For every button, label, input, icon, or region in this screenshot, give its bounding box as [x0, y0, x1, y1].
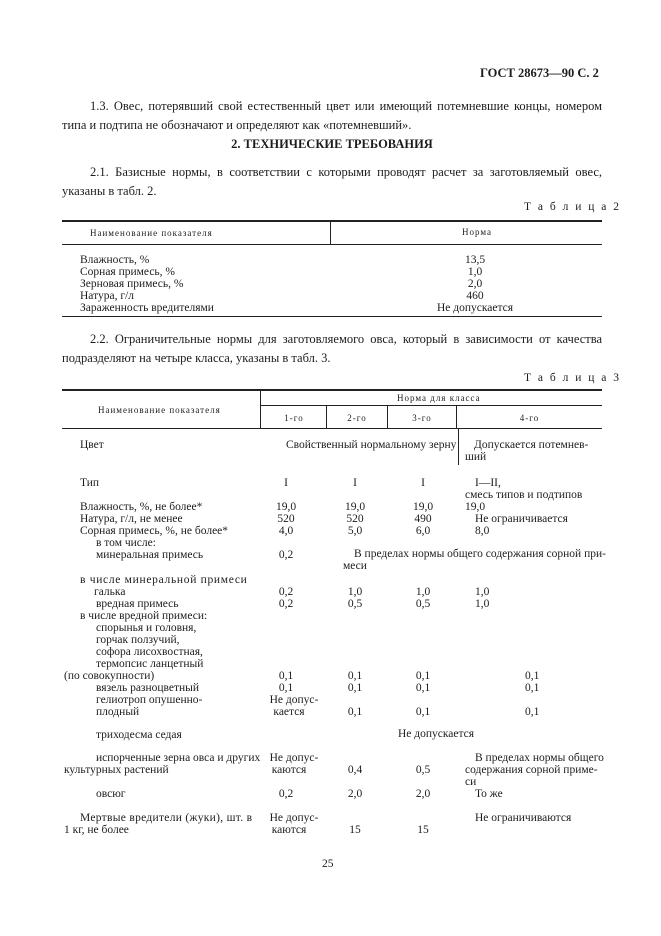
t3-natura-1: 520 — [277, 513, 295, 525]
table2-col-name-header: Наименование показателя — [90, 228, 213, 238]
table2-top-rule — [62, 220, 602, 222]
t3-vyazel-2: 0,1 — [347, 682, 363, 694]
t3-moist-3: 19,0 — [412, 501, 434, 513]
table3-caption: Т а б л и ц а 3 — [524, 372, 622, 384]
table2-row-name: Зараженность вредителями — [80, 302, 214, 314]
t3-vyazel-1: 0,1 — [278, 682, 294, 694]
t3-harmful-1: 0,2 — [278, 598, 294, 610]
t3-spoiled-4a: В пределах нормы общего — [475, 752, 604, 764]
t3-spoiled-a: испорченные зерна овса и других — [96, 752, 261, 764]
t3-moist-2: 19,0 — [344, 501, 366, 513]
table3-top-rule — [62, 389, 602, 391]
t3-type: Тип — [80, 477, 100, 489]
t3-pebble-4: 1,0 — [475, 586, 490, 598]
table2-row-name: Натура, г/л — [80, 290, 134, 302]
t3-h-a: спорынья и головня, — [96, 622, 197, 634]
t3-in-harmful: в числе вредной примеси: — [80, 610, 208, 622]
t3-moist-4: 19,0 — [465, 501, 486, 513]
table3-class-4-header: 4-го — [519, 413, 540, 423]
t3-ovsyug-3: 2,0 — [415, 788, 431, 800]
t3-harmful: вредная примесь — [96, 598, 179, 610]
t3-tricho-all: Не допускается — [398, 728, 475, 740]
table2-bottom-rule — [62, 316, 602, 317]
t3-color: Цвет — [80, 439, 104, 451]
table2-row-value: 1,0 — [467, 266, 483, 278]
t3-spoiled-b: культурных растений — [64, 764, 169, 776]
t3-h-b: горчак ползучий, — [96, 634, 180, 646]
table2-row-name: Сорная примесь, % — [80, 266, 175, 278]
t3-h-d: термопсис ланцетный — [96, 658, 204, 670]
table2-row-name: Влажность, % — [80, 254, 150, 266]
t3-h-e-4: 0,1 — [525, 670, 540, 682]
t3-vyazel: вязель разноцветный — [96, 682, 200, 694]
table3-class-2-header: 2-го — [347, 413, 367, 423]
table3-col-group-header: Норма для класса — [397, 393, 481, 403]
t3-moist-1: 19,0 — [275, 501, 297, 513]
table2-header-rule — [62, 244, 602, 245]
t3-mineral: минеральная примесь — [96, 549, 204, 561]
t3-pebble-3: 1,0 — [415, 586, 431, 598]
t3-weed-4: 8,0 — [475, 525, 490, 537]
t3-pebble: галька — [94, 586, 126, 598]
t3-h-e: (по совокупности) — [64, 670, 155, 682]
t3-gelio-b: плодный — [96, 706, 140, 718]
t3-in-mineral: в числе минеральной примеси — [80, 574, 248, 586]
t3-color-123: Свойственный нормальному зерну — [286, 439, 457, 451]
t3-mineral-rest-b: меси — [343, 560, 367, 572]
table3-header-rule — [62, 428, 602, 429]
t3-ovsyug-4: То же — [475, 788, 503, 800]
t3-gelio-3: 0,1 — [415, 706, 431, 718]
t3-spoiled-4c: си — [465, 776, 477, 788]
table3-divider-name — [260, 390, 261, 428]
t3-color-4b: ший — [465, 451, 487, 463]
t3-spoiled-2: 0,4 — [347, 764, 363, 776]
t3-natura-4: Не ограничивается — [475, 513, 568, 525]
t3-weed-2: 5,0 — [347, 525, 363, 537]
paragraph-2-1: 2.1. Базисные нормы, в соответствии с которыми проводят расчет за заготовляемый овес, указаны в табл. 2. — [62, 165, 602, 198]
t3-spoiled-3: 0,5 — [415, 764, 431, 776]
table3-col-name-header: Наименование показателя — [98, 405, 221, 415]
paragraph-2-2: 2.2. Ограничительные нормы для заготовляемого овса, который в зависимости от качества подразделяют на четыре класса, указаны в табл. 3. — [62, 332, 602, 365]
t3-gelio-1a: Не допус- — [269, 694, 319, 706]
table2-col-norm-header: Норма — [462, 227, 492, 237]
t3-pebble-1: 0,2 — [278, 586, 294, 598]
t3-gelio-1b: кается — [273, 706, 305, 718]
table2-row-value: 13,5 — [464, 254, 486, 266]
t3-h-e-2: 0,1 — [347, 670, 363, 682]
t3-type-4a: I—II, — [475, 477, 501, 489]
t3-mineral-1: 0,2 — [278, 549, 294, 561]
t3-pests-1a: Не допус- — [269, 812, 319, 824]
t3-ovsyug-2: 2,0 — [347, 788, 363, 800]
t3-weed-3: 6,0 — [415, 525, 431, 537]
t3-spoiled-1b: каются — [271, 764, 307, 776]
table3-class-3-header: 3-го — [412, 413, 432, 423]
table3-class-1-header: 1-го — [284, 413, 304, 423]
t3-ovsyug: овсюг — [96, 788, 126, 800]
t3-harmful-4: 1,0 — [475, 598, 490, 610]
t3-gelio-a: гелиотроп опушенно- — [96, 694, 203, 706]
t3-color-4a: Допускается потемнев- — [474, 439, 589, 451]
t3-gelio-4: 0,1 — [525, 706, 540, 718]
paragraph-1-3: 1.3. Овес, потерявший свой естественный цвет или имеющий потемневшие концы, номером типа и подтипа не обозначают и определяют как «потемневший». — [62, 99, 602, 132]
running-header: ГОСТ 28673—90 С. 2 — [480, 66, 599, 80]
t3-type-1: I — [284, 477, 288, 489]
t3-harmful-2: 0,5 — [347, 598, 363, 610]
t3-vyazel-3: 0,1 — [415, 682, 431, 694]
t3-mineral-rest-a: В пределах нормы общего содержания сорной при- — [354, 548, 606, 560]
t3-weed: Сорная примесь, %, не более* — [80, 525, 229, 537]
table2-caption: Т а б л и ц а 2 — [524, 201, 622, 213]
t3-pests-1b: каются — [271, 824, 307, 836]
table2-row-value: 460 — [466, 290, 484, 302]
table2-row-value: 2,0 — [467, 278, 483, 290]
t3-tricho: триходесма седая — [96, 729, 182, 741]
t3-pests-a: Мертвые вредители (жуки), шт. в — [80, 812, 253, 824]
t3-pests-3: 15 — [417, 824, 429, 836]
t3-h-c: софора лисохвостная, — [96, 646, 203, 658]
table3-divider-color — [458, 429, 459, 465]
t3-natura-2: 520 — [346, 513, 364, 525]
t3-pests-2: 15 — [349, 824, 361, 836]
t3-gelio-2: 0,1 — [347, 706, 363, 718]
table2-col-divider — [330, 221, 331, 244]
t3-spoiled-1a: Не допус- — [269, 752, 319, 764]
t3-h-e-1: 0,1 — [278, 670, 294, 682]
t3-harmful-3: 0,5 — [415, 598, 431, 610]
table2-row-name: Зерновая примесь, % — [80, 278, 184, 290]
t3-pests-4: Не ограничиваются — [475, 812, 572, 824]
t3-natura-3: 490 — [414, 513, 432, 525]
t3-natura: Натура, г/л, не менее — [80, 513, 183, 525]
section-title: 2. ТЕХНИЧЕСКИЕ ТРЕБОВАНИЯ — [231, 137, 433, 151]
t3-spoiled-4b: содержания сорной приме- — [465, 764, 598, 776]
page-number: 25 — [322, 858, 334, 870]
t3-h-e-3: 0,1 — [415, 670, 431, 682]
t3-type-3: I — [421, 477, 425, 489]
table2-row-value: Не допускается — [436, 302, 514, 314]
table3-group-rule — [260, 405, 602, 406]
t3-type-2: I — [353, 477, 357, 489]
t3-ovsyug-1: 0,2 — [278, 788, 294, 800]
t3-moist: Влажность, %, не более* — [80, 501, 203, 513]
t3-type-4b: смесь типов и подтипов — [465, 489, 583, 501]
t3-incl: в том числе: — [96, 537, 156, 549]
t3-pests-b: 1 кг, не более — [64, 824, 129, 836]
t3-pebble-2: 1,0 — [347, 586, 363, 598]
t3-vyazel-4: 0,1 — [525, 682, 540, 694]
t3-weed-1: 4,0 — [278, 525, 294, 537]
